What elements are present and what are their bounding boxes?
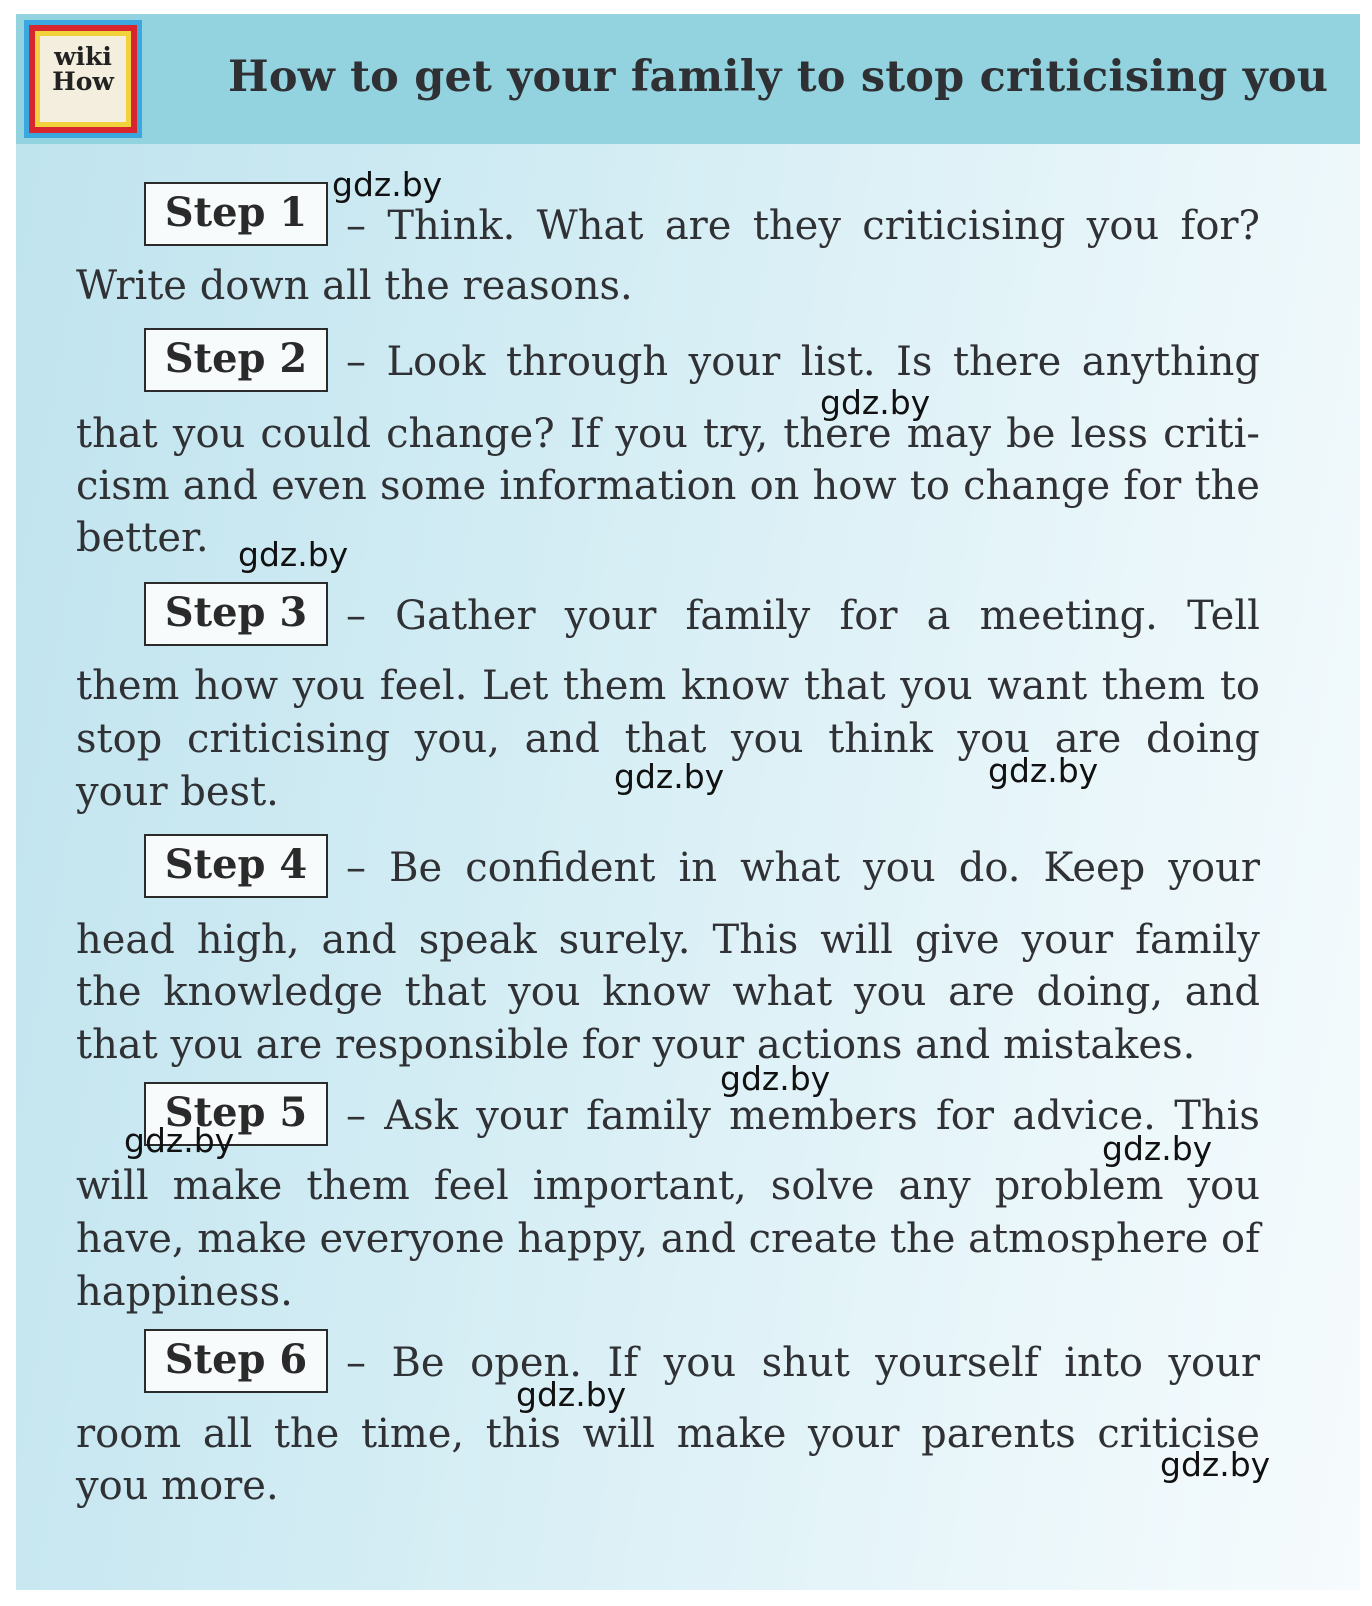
word: the bbox=[1194, 463, 1260, 509]
word: everyone bbox=[319, 1216, 505, 1262]
word: for? bbox=[1180, 203, 1260, 249]
word: your bbox=[1168, 1340, 1260, 1386]
word: parents bbox=[921, 1411, 1076, 1457]
word: family bbox=[685, 593, 811, 639]
word: criticising bbox=[187, 716, 391, 762]
word: give bbox=[914, 917, 1000, 963]
word: make bbox=[172, 1163, 283, 1209]
word: make bbox=[676, 1411, 787, 1457]
word: what bbox=[740, 845, 841, 891]
step-3-line-2 bbox=[76, 663, 1260, 709]
word: for bbox=[935, 1093, 994, 1139]
word: – bbox=[346, 1340, 366, 1386]
watermark: gdz.by bbox=[720, 1059, 831, 1098]
word: your bbox=[807, 1411, 900, 1457]
word: atmosphere bbox=[968, 1216, 1209, 1262]
word: think bbox=[828, 716, 933, 762]
word: problem bbox=[994, 1163, 1164, 1209]
word: shut bbox=[761, 1340, 850, 1386]
word: through bbox=[505, 339, 669, 385]
word: the bbox=[76, 969, 142, 1015]
word: criti- bbox=[1163, 411, 1260, 457]
word: time, bbox=[360, 1411, 465, 1457]
word: confident bbox=[465, 845, 656, 891]
step-3-label: Step 3 bbox=[144, 582, 328, 646]
word: and bbox=[524, 716, 600, 762]
word: all bbox=[202, 1411, 253, 1457]
wikihow-logo bbox=[24, 20, 142, 138]
word: change? bbox=[386, 411, 555, 457]
article-panel bbox=[16, 14, 1360, 1590]
word: the bbox=[889, 1216, 956, 1262]
word: your bbox=[476, 1093, 568, 1139]
word: are bbox=[664, 203, 732, 249]
word: may bbox=[906, 411, 992, 457]
word: create bbox=[748, 1216, 878, 1262]
word: This bbox=[712, 917, 799, 963]
word: will bbox=[76, 1163, 149, 1209]
word: for bbox=[839, 593, 898, 639]
word: to bbox=[909, 463, 950, 509]
header-bar bbox=[16, 14, 1360, 144]
word: Tell bbox=[1187, 593, 1260, 639]
word: you bbox=[615, 411, 688, 457]
word: Be bbox=[389, 845, 443, 891]
word: Ask bbox=[384, 1093, 458, 1139]
word: on bbox=[749, 463, 800, 509]
step-1-label: Step 1 bbox=[144, 182, 328, 246]
step-6-line-2 bbox=[76, 1411, 1260, 1457]
word: you bbox=[172, 411, 246, 457]
word: Let bbox=[482, 663, 549, 709]
word: If bbox=[569, 411, 601, 457]
step-6-line-3: you more. bbox=[76, 1463, 279, 1509]
word: doing, bbox=[1036, 969, 1164, 1015]
word: stop bbox=[76, 716, 163, 762]
word: speak bbox=[418, 917, 537, 963]
word: knowledge bbox=[163, 969, 383, 1015]
step-2-line-2 bbox=[76, 411, 1260, 457]
watermark: gdz.by bbox=[1160, 1445, 1271, 1484]
word: make bbox=[197, 1216, 307, 1262]
word: Think. bbox=[387, 203, 516, 249]
word: Gather bbox=[395, 593, 536, 639]
logo-text-how: How bbox=[52, 67, 114, 96]
word: yourself bbox=[875, 1340, 1039, 1386]
word: happy, bbox=[517, 1216, 649, 1262]
word: try, bbox=[703, 411, 769, 457]
step-2-label: Step 2 bbox=[144, 328, 328, 392]
word: that bbox=[803, 663, 886, 709]
word: anything bbox=[1081, 339, 1260, 385]
watermark: gdz.by bbox=[820, 383, 931, 422]
word: important, bbox=[532, 1163, 747, 1209]
word: – bbox=[346, 593, 366, 639]
word: how bbox=[194, 663, 279, 709]
step-4-line-3 bbox=[76, 969, 1260, 1015]
step-4-label: Step 4 bbox=[144, 834, 328, 898]
step-5-line-4: happiness. bbox=[76, 1269, 293, 1315]
word: for bbox=[1123, 463, 1182, 509]
word: what bbox=[732, 969, 833, 1015]
step-3-line-1 bbox=[346, 593, 1260, 639]
word: This bbox=[1174, 1093, 1260, 1139]
word: – bbox=[346, 339, 366, 385]
page-title: How to get your family to stop criticising you bbox=[228, 52, 1329, 102]
word: – bbox=[346, 1093, 366, 1139]
word: and bbox=[182, 463, 259, 509]
word: you bbox=[731, 716, 804, 762]
word: advice. bbox=[1012, 1093, 1156, 1139]
word: feel. bbox=[379, 663, 468, 709]
word: a bbox=[926, 593, 951, 639]
word: head bbox=[76, 917, 175, 963]
word: Be bbox=[391, 1340, 445, 1386]
word: that bbox=[624, 716, 707, 762]
word: – bbox=[346, 203, 366, 249]
word: cism bbox=[76, 463, 170, 509]
word: even bbox=[271, 463, 367, 509]
word: to bbox=[1219, 663, 1260, 709]
step-1-line-1 bbox=[346, 203, 1260, 249]
word: them bbox=[76, 663, 180, 709]
word: you bbox=[853, 969, 927, 1015]
watermark: gdz.by bbox=[238, 535, 349, 574]
word: will bbox=[582, 1411, 656, 1457]
logo-text-wiki: wiki bbox=[54, 42, 112, 71]
word: could bbox=[260, 411, 372, 457]
word: do. bbox=[958, 845, 1021, 891]
word: them bbox=[1101, 663, 1206, 709]
step-1-line-2: Write down all the reasons. bbox=[76, 263, 633, 309]
word: Keep bbox=[1043, 845, 1146, 891]
word: Is bbox=[896, 339, 933, 385]
word: any bbox=[898, 1163, 971, 1209]
watermark: gdz.by bbox=[124, 1121, 235, 1160]
watermark: gdz.by bbox=[1102, 1129, 1213, 1168]
word: into bbox=[1064, 1340, 1143, 1386]
step-6-label: Step 6 bbox=[144, 1329, 328, 1393]
word: feel bbox=[433, 1163, 509, 1209]
step-4-line-4: that you are responsible for your actions and mistakes. bbox=[76, 1022, 1196, 1068]
word: solve bbox=[770, 1163, 875, 1209]
word: your bbox=[564, 593, 657, 639]
word: your bbox=[1021, 917, 1114, 963]
word: you, bbox=[414, 716, 500, 762]
word: want bbox=[987, 663, 1088, 709]
word: in bbox=[678, 845, 718, 891]
word: them bbox=[306, 1163, 410, 1209]
word: your bbox=[1168, 845, 1260, 891]
step-2-line-1 bbox=[346, 339, 1260, 385]
word: know bbox=[680, 663, 790, 709]
word: will bbox=[820, 917, 893, 963]
watermark: gdz.by bbox=[332, 165, 443, 204]
word: members bbox=[729, 1093, 918, 1139]
word: that bbox=[404, 969, 487, 1015]
step-2-line-4: better. bbox=[76, 515, 209, 561]
step-4-line-2 bbox=[76, 917, 1260, 963]
word: there bbox=[952, 339, 1062, 385]
step-5-line-3 bbox=[76, 1216, 1260, 1262]
word: and bbox=[1184, 969, 1260, 1015]
word: doing bbox=[1146, 716, 1260, 762]
word: you bbox=[292, 663, 366, 709]
watermark: gdz.by bbox=[614, 757, 725, 796]
watermark: gdz.by bbox=[988, 751, 1099, 790]
word: have, bbox=[76, 1216, 185, 1262]
word: know bbox=[602, 969, 711, 1015]
word: surely. bbox=[558, 917, 691, 963]
word: Look bbox=[386, 339, 486, 385]
word: the bbox=[273, 1411, 340, 1457]
word: that bbox=[76, 411, 158, 457]
word: how bbox=[812, 463, 897, 509]
word: you bbox=[663, 1340, 737, 1386]
word: are bbox=[948, 969, 1015, 1015]
word: criticising bbox=[862, 203, 1066, 249]
word: change bbox=[963, 463, 1111, 509]
word: you bbox=[508, 969, 581, 1015]
word: criticise bbox=[1097, 1411, 1260, 1457]
step-6-line-1 bbox=[346, 1340, 1260, 1386]
word: If bbox=[607, 1340, 639, 1386]
step-5-line-2 bbox=[76, 1163, 1260, 1209]
word: be bbox=[1006, 411, 1056, 457]
word: meeting. bbox=[979, 593, 1158, 639]
word: you bbox=[863, 845, 936, 891]
word: of bbox=[1221, 1216, 1260, 1262]
word: there bbox=[783, 411, 892, 457]
word: this bbox=[485, 1411, 561, 1457]
step-3-line-4: your best. bbox=[76, 769, 279, 815]
word: high, bbox=[196, 917, 300, 963]
word: your bbox=[688, 339, 781, 385]
word: some bbox=[380, 463, 487, 509]
word: you bbox=[1086, 203, 1160, 249]
word: you bbox=[1187, 1163, 1260, 1209]
word: less bbox=[1070, 411, 1149, 457]
word: are bbox=[1054, 716, 1122, 762]
word: information bbox=[499, 463, 737, 509]
step-4-line-1 bbox=[346, 845, 1260, 891]
word: – bbox=[346, 845, 366, 891]
word: family bbox=[586, 1093, 711, 1139]
word: list. bbox=[800, 339, 876, 385]
word: you bbox=[900, 663, 973, 709]
word: and bbox=[321, 917, 397, 963]
word: family bbox=[1135, 917, 1260, 963]
watermark: gdz.by bbox=[516, 1375, 627, 1414]
word: open. bbox=[470, 1340, 582, 1386]
step-2-line-3 bbox=[76, 463, 1260, 509]
step-5-label: Step 5 bbox=[144, 1082, 328, 1146]
word: they bbox=[752, 203, 841, 249]
word: you bbox=[957, 716, 1030, 762]
word: What bbox=[536, 203, 644, 249]
word: and bbox=[660, 1216, 736, 1262]
word: room bbox=[76, 1411, 182, 1457]
word: them bbox=[562, 663, 667, 709]
